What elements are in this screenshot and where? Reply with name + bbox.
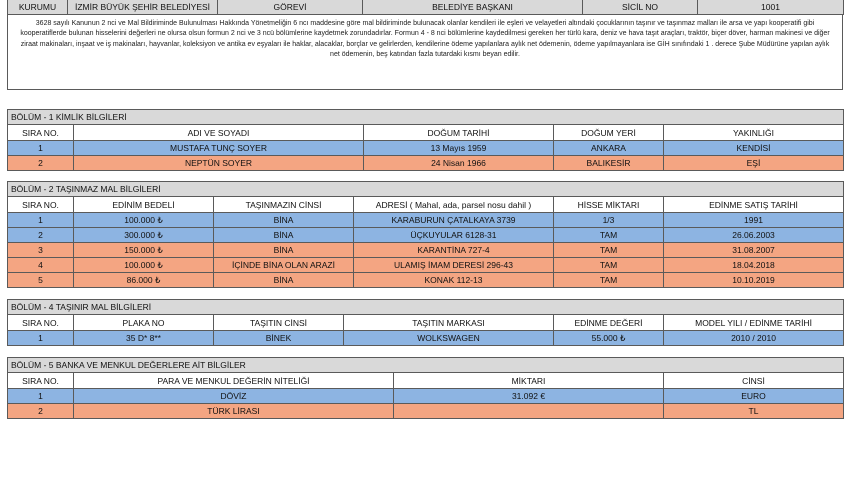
cell: EURO [664, 389, 844, 404]
cell: 26.06.2003 [664, 228, 844, 243]
cell: KONAK 112-13 [354, 273, 554, 288]
cell: NEPTÜN SOYER [74, 156, 364, 171]
cell: WOLKSWAGEN [344, 331, 554, 346]
gorevi-label: GÖREVİ [218, 0, 363, 15]
cell: BİNA [214, 243, 354, 258]
cell: 1 [8, 331, 74, 346]
header-table [7, 0, 844, 15]
cell: 1/3 [554, 213, 664, 228]
table-row [8, 243, 844, 258]
table-row [8, 258, 844, 273]
column-header: CİNSİ [664, 373, 844, 389]
column-header: DOĞUM TARİHİ [364, 125, 554, 141]
cell: MUSTAFA TUNÇ SOYER [74, 141, 364, 156]
cell: 1 [8, 213, 74, 228]
cell: 100.000 ₺ [74, 258, 214, 273]
cell: 24 Nisan 1966 [364, 156, 554, 171]
sicil-value: 1001 [698, 0, 844, 15]
column-header: SIRA NO. [8, 125, 74, 141]
cell: 10.10.2019 [664, 273, 844, 288]
cell: 3 [8, 243, 74, 258]
cell: ULAMIŞ İMAM DERESİ 296-43 [354, 258, 554, 273]
cell: 18.04.2018 [664, 258, 844, 273]
column-header: EDİNME SATIŞ TARİHİ [664, 197, 844, 213]
legal-notice: 3628 sayılı Kanunun 2 nci ve Mal Bildiriminde Bulunulması Hakkında Yönetmeliğin 6 ncı maddesine göre mal bildiriminde bulunacak olanlar kendileri ile eşleri ve velayetleri altındaki çocuklarının taşınır ve taşınmaz malları ile arsa ve yapı kooperatifi gibi kooperatiflerde bulunan hisselerini değerleri ne olursa olsun formun 2 nci ve 3 ncü bölümlerine kaydetmek zorundadırlar. Formun 4 - 8 nci bölümlerine kaydedilmesi gereken her türlü kara, deniz ve hava taşıt araçları, traktör, biçer döver, harman makinesi ve diğer ziraat makinaları, inşaat ve iş makinaları, hayvanlar, koleksiyon ve antika ev eşyaları ile haklar, alacaklar, borçlar ve gelirlerden, kendilerine ödeme yapılanlara aylık net ödemenin, ödeme yapılmayanlara ise GİH sınıfındaki 1 . derece Şube Müdürüne yapılan aylık net ödemenin, beş katından fazla tutardaki kısmı beyan edilir. [7, 15, 843, 90]
cell: İÇİNDE BİNA OLAN ARAZİ [214, 258, 354, 273]
cell: BİNA [214, 228, 354, 243]
cell: 31.092 € [394, 389, 664, 404]
table-row [8, 389, 844, 404]
cell: 1991 [664, 213, 844, 228]
cell: ANKARA [554, 141, 664, 156]
cell: EŞİ [664, 156, 844, 171]
section4-title: BÖLÜM - 4 TAŞINIR MAL BİLGİLERİ [8, 300, 844, 315]
cell: 55.000 ₺ [554, 331, 664, 346]
cell: 4 [8, 258, 74, 273]
cell: KENDİSİ [664, 141, 844, 156]
cell: KARABURUN ÇATALKAYA 3739 [354, 213, 554, 228]
cell: 100.000 ₺ [74, 213, 214, 228]
cell: TAM [554, 273, 664, 288]
cell: BALIKESİR [554, 156, 664, 171]
column-header: TAŞINMAZIN CİNSİ [214, 197, 354, 213]
gorevi-value: BELEDİYE BAŞKANI [363, 0, 583, 15]
column-header: YAKINLIĞI [664, 125, 844, 141]
cell: TAM [554, 243, 664, 258]
cell: 1 [8, 141, 74, 156]
cell: BİNA [214, 213, 354, 228]
cell: 2 [8, 156, 74, 171]
cell: BİNEK [214, 331, 344, 346]
column-header: SIRA NO. [8, 197, 74, 213]
column-header: EDİNME DEĞERİ [554, 315, 664, 331]
section5-table [7, 357, 844, 419]
column-header: SIRA NO. [8, 373, 74, 389]
column-header: EDİNİM BEDELİ [74, 197, 214, 213]
cell: 31.08.2007 [664, 243, 844, 258]
cell: TAM [554, 228, 664, 243]
section1-title: BÖLÜM - 1 KİMLİK BİLGİLERİ [8, 110, 844, 125]
cell: DÖVİZ [74, 389, 394, 404]
column-header: DOĞUM YERİ [554, 125, 664, 141]
cell: ÜÇKUYULAR 6128-31 [354, 228, 554, 243]
column-header: HİSSE MİKTARI [554, 197, 664, 213]
section1-table [7, 109, 844, 171]
column-header: TAŞITIN CİNSİ [214, 315, 344, 331]
sicil-label: SİCİL NO [583, 0, 698, 15]
cell: 2 [8, 228, 74, 243]
table-row [8, 156, 844, 171]
cell: 35 D* 8** [74, 331, 214, 346]
table-row [8, 331, 844, 346]
cell: 5 [8, 273, 74, 288]
cell: KARANTİNA 727-4 [354, 243, 554, 258]
table-row [8, 273, 844, 288]
cell: TAM [554, 258, 664, 273]
column-header: SIRA NO. [8, 315, 74, 331]
cell: 2010 / 2010 [664, 331, 844, 346]
cell: 13 Mayıs 1959 [364, 141, 554, 156]
cell: 2 [8, 404, 74, 419]
column-header: PLAKA NO [74, 315, 214, 331]
cell [394, 404, 664, 419]
section2-title: BÖLÜM - 2 TAŞINMAZ MAL BİLGİLERİ [8, 182, 844, 197]
table-row [8, 213, 844, 228]
section5-title: BÖLÜM - 5 BANKA VE MENKUL DEĞERLERE AİT BİLGİLER [8, 358, 844, 373]
cell: 1 [8, 389, 74, 404]
cell: 86.000 ₺ [74, 273, 214, 288]
column-header: ADRESİ ( Mahal, ada, parsel nosu dahil ) [354, 197, 554, 213]
cell: BİNA [214, 273, 354, 288]
column-header: MODEL YILI / EDİNME TARİHİ [664, 315, 844, 331]
kurum-value: İZMİR BÜYÜK ŞEHİR BELEDİYESİ [68, 0, 218, 15]
cell: 150.000 ₺ [74, 243, 214, 258]
column-header: MİKTARI [394, 373, 664, 389]
column-header: PARA VE MENKUL DEĞERİN NİTELİĞİ [74, 373, 394, 389]
table-row [8, 228, 844, 243]
table-row [8, 404, 844, 419]
cell: TL [664, 404, 844, 419]
column-header: ADI VE SOYADI [74, 125, 364, 141]
cell: TÜRK LİRASI [74, 404, 394, 419]
column-header: TAŞITIN MARKASI [344, 315, 554, 331]
section2-table [7, 181, 844, 288]
section4-table [7, 299, 844, 346]
cell: 300.000 ₺ [74, 228, 214, 243]
kurum-label: KURUMU [8, 0, 68, 15]
table-row [8, 141, 844, 156]
